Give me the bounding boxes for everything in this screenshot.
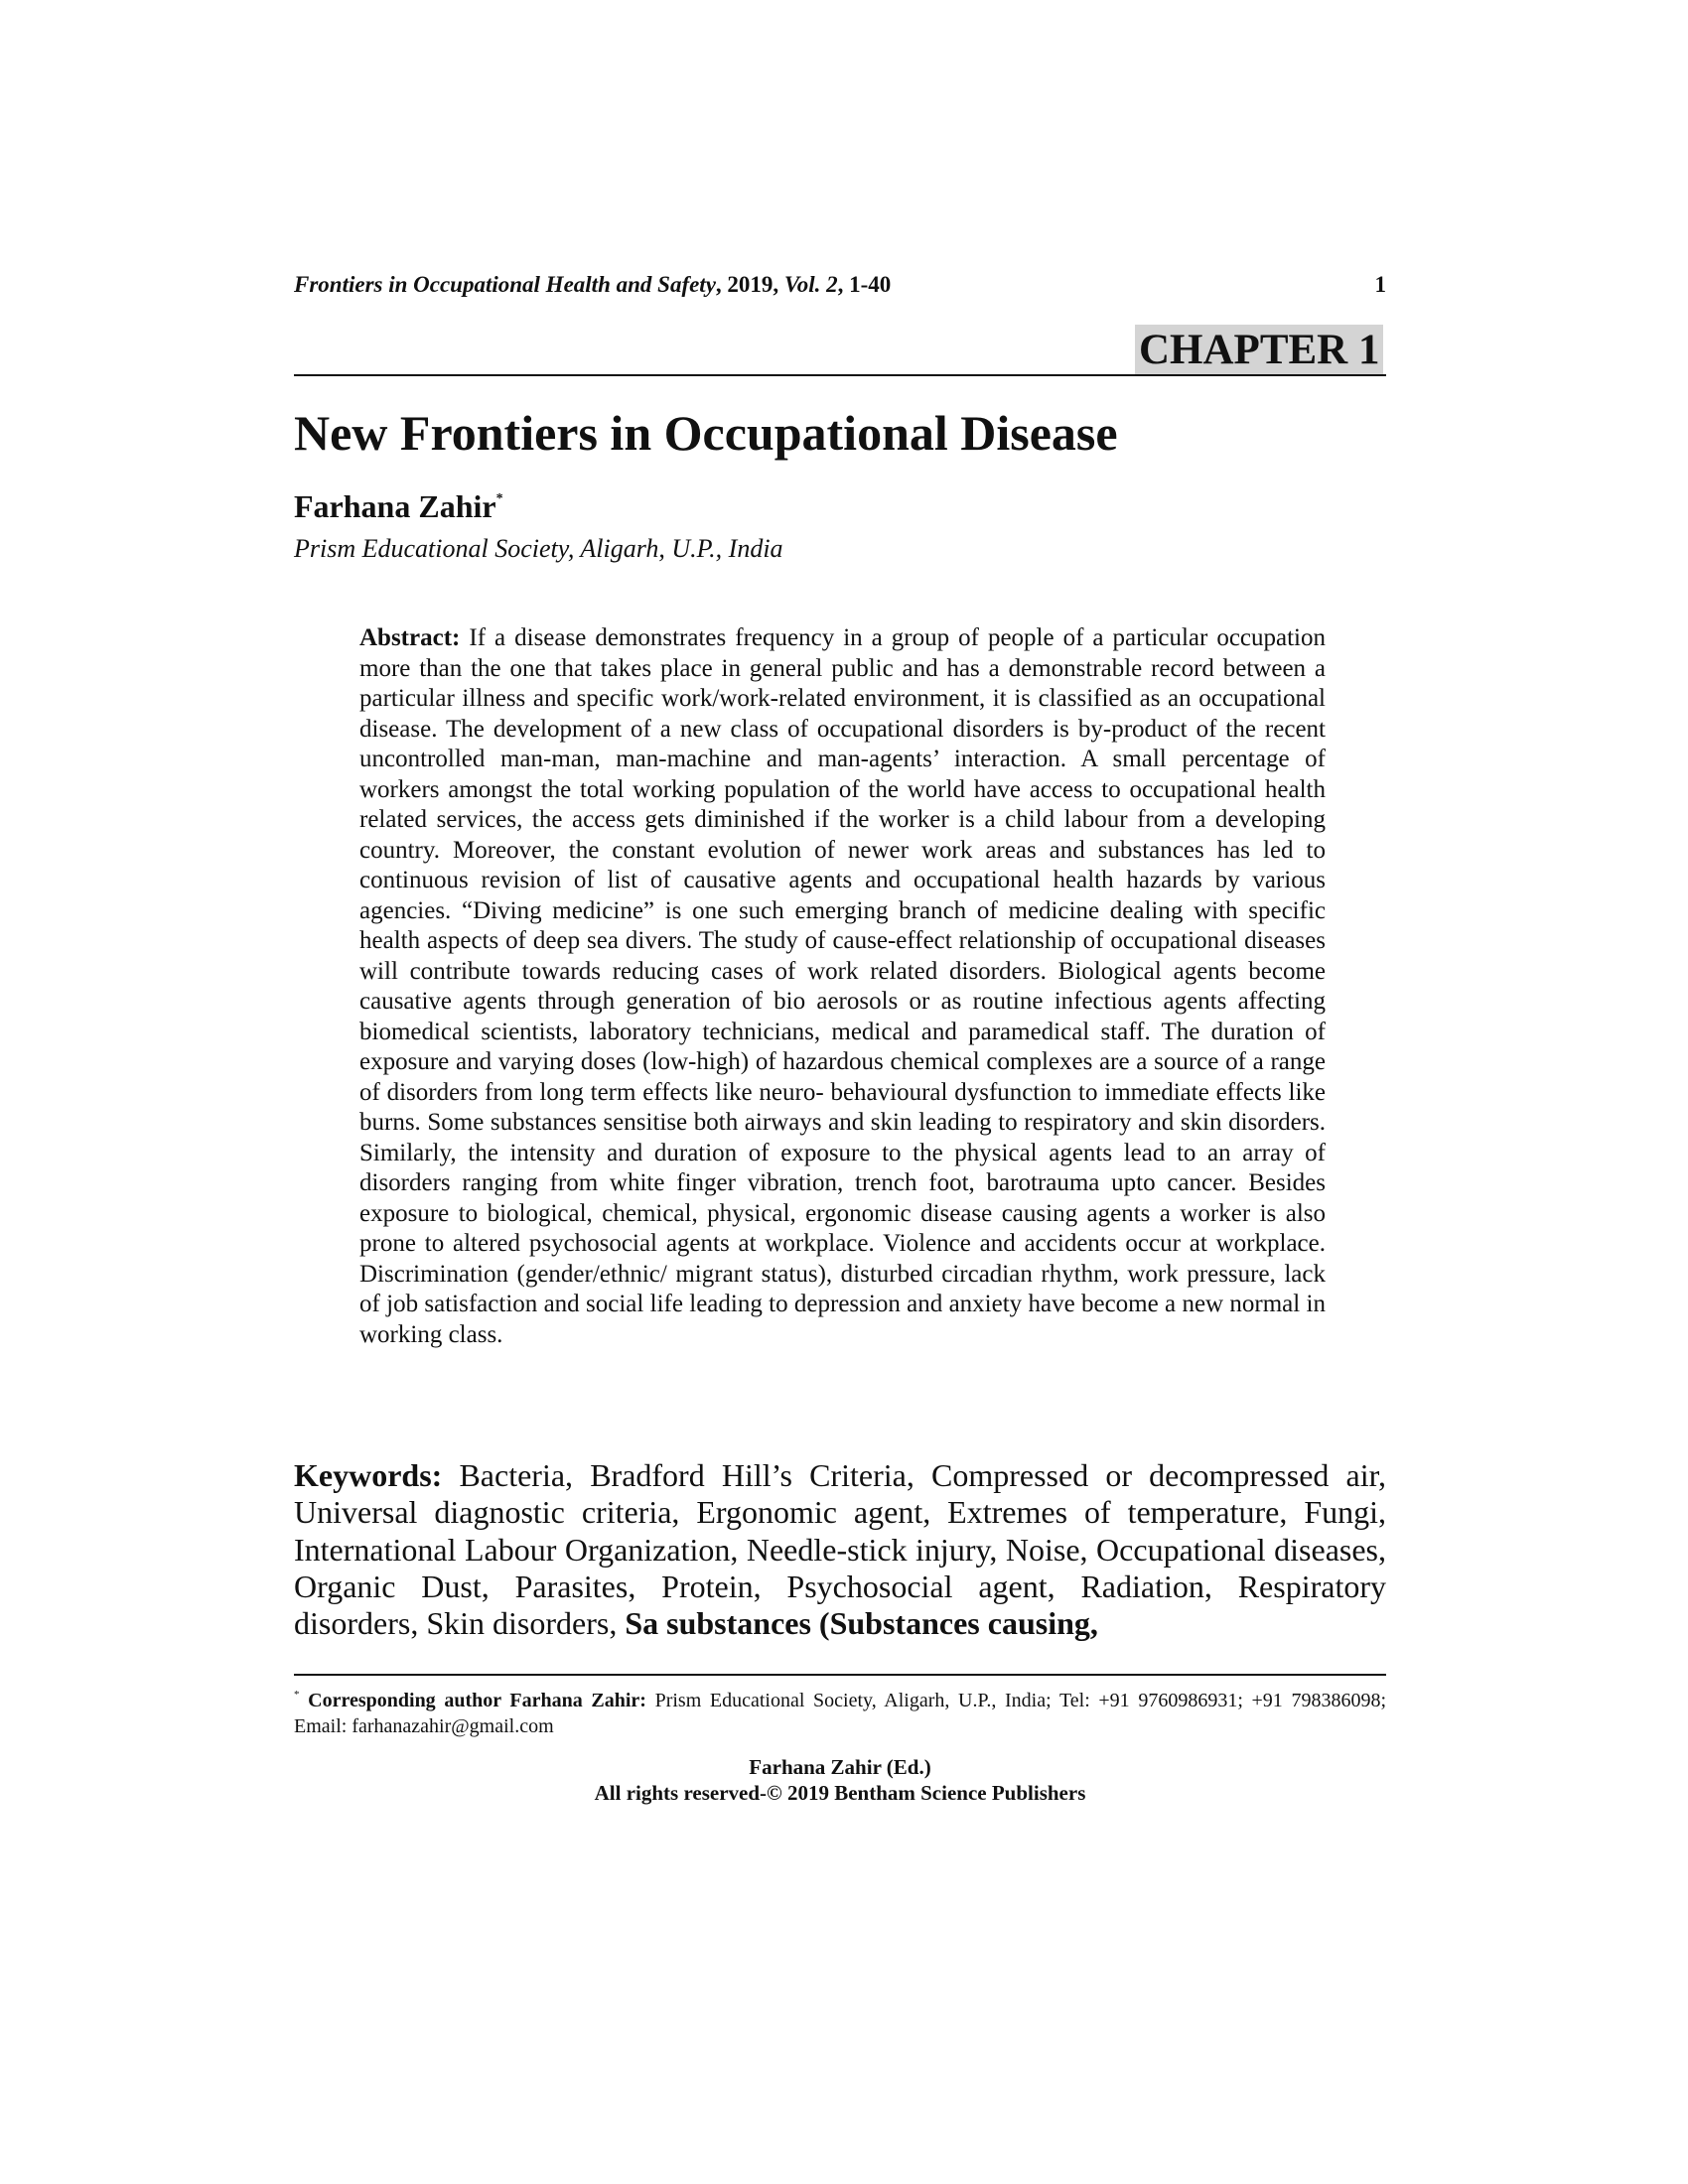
- abstract: [359, 623, 1326, 1350]
- keywords: [294, 1457, 1386, 1642]
- author-footnote-marker: *: [495, 491, 503, 506]
- footnote-text: Prism Educational Society, Aligarh, U.P., India; Tel: +91 9760986931; +91 798386098; Email: farhanazahir@gmail.com: [294, 1690, 1386, 1737]
- affiliation: Prism Educational Society, Aligarh, U.P., India: [294, 534, 783, 563]
- author: [294, 488, 503, 525]
- page-number: 1: [1374, 272, 1386, 297]
- abstract-label: Abstract:: [359, 624, 461, 651]
- running-header: [294, 272, 1386, 298]
- header-rule: [294, 374, 1386, 376]
- keywords-trailing: Sa substances (Substances causing,: [625, 1605, 1098, 1642]
- chapter-title: New Frontiers in Occupational Disease: [294, 405, 1118, 461]
- journal-name: Frontiers in Occupational Health and Safety: [294, 272, 716, 297]
- chapter-label: CHAPTER 1: [1135, 325, 1383, 374]
- volume: Vol. 2: [783, 272, 838, 297]
- keywords-text: Bacteria, Bradford Hill’s Criteria, Compressed or decompressed air, Universal diagnostic criteria, Ergonomic agent, Extremes of temperature, Fungi, International Labour Organization, Needle-stick injury, Noise, Occupational diseases, Organic Dust, Parasites, Protein, Psychosocial agent, Radiation, Respiratory disorders, Skin disorders,: [294, 1457, 1386, 1642]
- footnote-marker: *: [294, 1689, 300, 1701]
- footnote: [294, 1682, 1386, 1739]
- page-range: , 1-40: [837, 272, 892, 297]
- header-separator: ,: [715, 272, 728, 297]
- abstract-text: If a disease demonstrates frequency in a group of people of a particular occupation more than the one that takes place in general public and has a demonstrable record between a particular illness and specific work/work-related environment, it is classified as an occupational disease. The development of a new class of occupational disorders is by-product of the recent uncontrolled man-man, man-machine and man-agents’ interaction. A small percentage of workers amongst the total working population of the world have access to occupational health related services, the access gets diminished if the worker is a child labour from a developing country. Moreover, the constant evolution of newer work areas and substances has led to continuous revision of list of causative agents and occupational health hazards by various agencies. “Diving medicine” is one such emerging branch of medicine dealing with specific health aspects of deep sea divers. The study of cause-effect relationship of occupational diseases will contribute towards reducing cases of work related disorders. Biological agents become causative agents through generation of bio aerosols or as routine infectious agents affecting biomedical scientists, laboratory technicians, medical and paramedical staff. The duration of exposure and varying doses (low-high) of hazardous chemical complexes are a source of a range of disorders from long term effects like neuro- behavioural dysfunction to immediate effects like burns. Some substances sensitise both airways and skin leading to respiratory and skin disorders. Similarly, the intensity and duration of exposure to the physical agents lead to an array of disorders ranging from white finger vibration, trench foot, barotrauma upto cancer. Besides exposure to biological, chemical, physical, ergonomic disease causing agents a worker is also prone to altered psychosocial agents at workplace. Violence and accidents occur at workplace. Discrimination (gender/ethnic/ migrant status), disturbed circadian rhythm, work pressure, lack of job satisfaction and social life leading to depression and anxiety have become a new normal in working class.: [359, 624, 1326, 1348]
- footnote-rule: [294, 1674, 1386, 1676]
- footnote-label: Corresponding author Farhana Zahir:: [299, 1690, 646, 1711]
- editor-line: Farhana Zahir (Ed.): [749, 1755, 931, 1779]
- author-name: Farhana Zahir: [294, 488, 496, 524]
- publication-year: 2019: [727, 272, 774, 297]
- header-separator: ,: [773, 272, 784, 297]
- copyright-line: All rights reserved-© 2019 Bentham Science Publishers: [594, 1781, 1086, 1805]
- keywords-label: Keywords:: [294, 1457, 443, 1493]
